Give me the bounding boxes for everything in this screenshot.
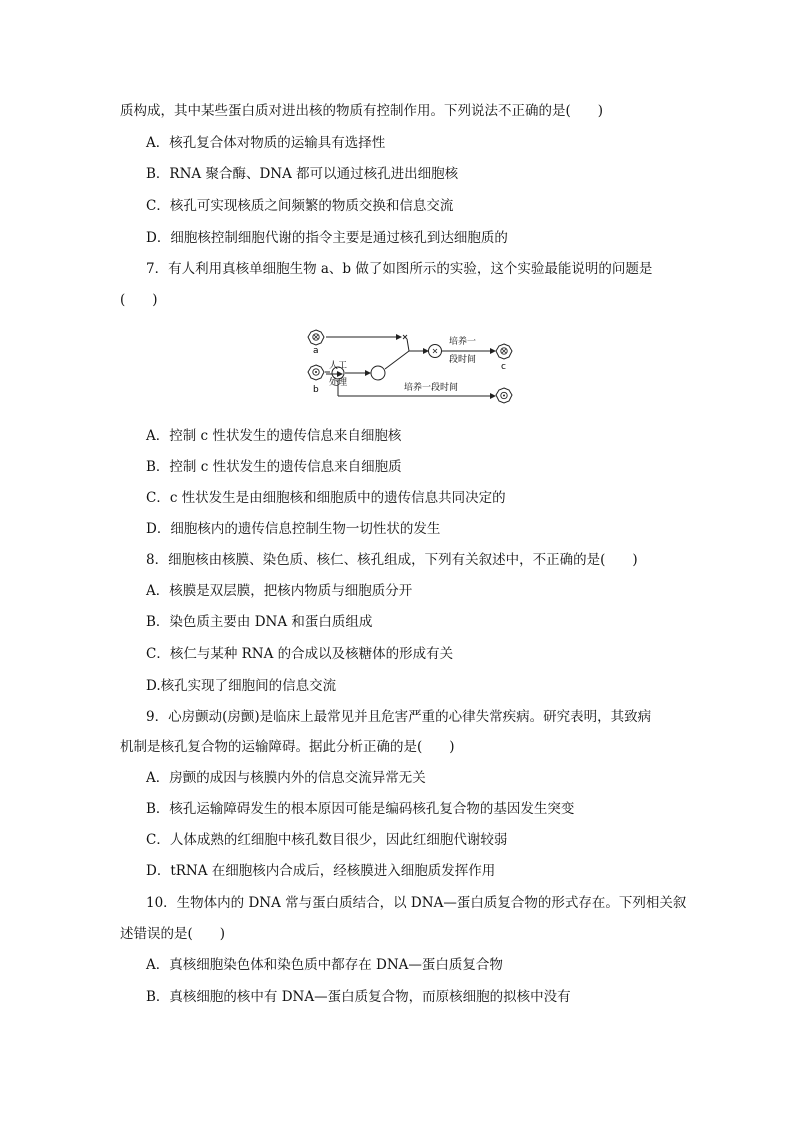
q9-option-a: A．房颤的成因与核膜内外的信息交流异常无关: [146, 770, 426, 786]
q8-option-b: B．染色质主要由 DNA 和蛋白质组成: [146, 614, 373, 630]
q8-option-c: C．核仁与某种 RNA 的合成以及核糖体的形成有关: [146, 646, 454, 662]
q7-option-a: A．控制 c 性状发生的遗传信息来自细胞核: [146, 428, 402, 444]
label-artificial-1: 人工: [329, 361, 348, 371]
discard-x-mark: [403, 335, 407, 339]
q7-option-d: D．细胞核内的遗传信息控制生物一切性状的发生: [146, 521, 441, 537]
q7-stem: 7．有人利用真核单细胞生物 a、b 做了如图所示的实验，这个实验最能说明的问题是: [146, 261, 653, 277]
q9-stem-cont: 机制是核孔复合物的运输障碍。据此分析正确的是( ): [120, 739, 455, 755]
q9-option-b: B．核孔运输障碍发生的根本原因可能是编码核孔复合物的基因发生突变: [146, 801, 575, 817]
q10-stem: 10．生物体内的 DNA 常与蛋白质结合，以 DNA—蛋白质复合物的形式存在。下列相关叙: [146, 895, 687, 911]
cell-c-icon: [496, 344, 512, 359]
q6-option-d: D．细胞核控制细胞代谢的指令主要是通过核孔到达细胞质的: [146, 230, 508, 246]
q10-option-a: A．真核细胞染色体和染色质中都存在 DNA—蛋白质复合物: [146, 957, 503, 973]
q8-stem: 8．细胞核由核膜、染色质、核仁、核孔组成，下列有关叙述中，不正确的是( ): [146, 552, 638, 568]
cell-a-icon: [308, 330, 324, 345]
q7-option-b: B．控制 c 性状发生的遗传信息来自细胞质: [146, 459, 402, 475]
q10-stem-cont: 述错误的是( ): [120, 926, 226, 942]
label-artificial-2: 处理: [329, 378, 348, 388]
reconstructed-cell-icon: [429, 345, 442, 358]
experiment-diagram: [300, 324, 520, 410]
label-a: a: [313, 346, 319, 356]
q6-option-a: A．核孔复合体对物质的运输具有选择性: [146, 135, 386, 151]
q10-option-b: B．真核细胞的核中有 DNA—蛋白质复合物，而原核细胞的拟核中没有: [146, 989, 571, 1005]
q9-option-d: D．tRNA 在细胞核内合成后，经核膜进入细胞质发挥作用: [146, 863, 496, 879]
q7-stem-paren: ( ): [120, 292, 158, 308]
q8-option-d: D.核孔实现了细胞间的信息交流: [146, 678, 337, 694]
q6-stem: 质构成，其中某些蛋白质对进出核的物质有控制作用。下列说法不正确的是( ): [120, 103, 604, 119]
q6-option-b: B．RNA 聚合酶、DNA 都可以通过核孔进出细胞核: [146, 166, 459, 182]
q7-option-c: C．c 性状发生是由细胞核和细胞质中的遗传信息共同决定的: [146, 490, 506, 506]
q8-option-a: A．核膜是双层膜，把核内物质与细胞质分开: [146, 583, 413, 599]
cell-b-result-icon: [496, 388, 512, 403]
label-culture-1: 培养一: [449, 337, 477, 347]
enucleated-cell-icon: [371, 366, 385, 380]
label-b: b: [313, 385, 319, 395]
label-culture-long: 培养一段时间: [404, 383, 459, 393]
cell-b-icon: [308, 365, 324, 380]
label-c: c: [501, 362, 506, 372]
q9-stem: 9．心房颤动(房颤)是临床上最常见并且危害严重的心律失常疾病。研究表明，其致病: [146, 709, 652, 725]
q9-option-c: C．人体成熟的红细胞中核孔数目很少，因此红细胞代谢较弱: [146, 832, 508, 848]
label-culture-2: 段时间: [449, 355, 477, 365]
q6-option-c: C．核孔可实现核质之间频繁的物质交换和信息交流: [146, 198, 454, 214]
